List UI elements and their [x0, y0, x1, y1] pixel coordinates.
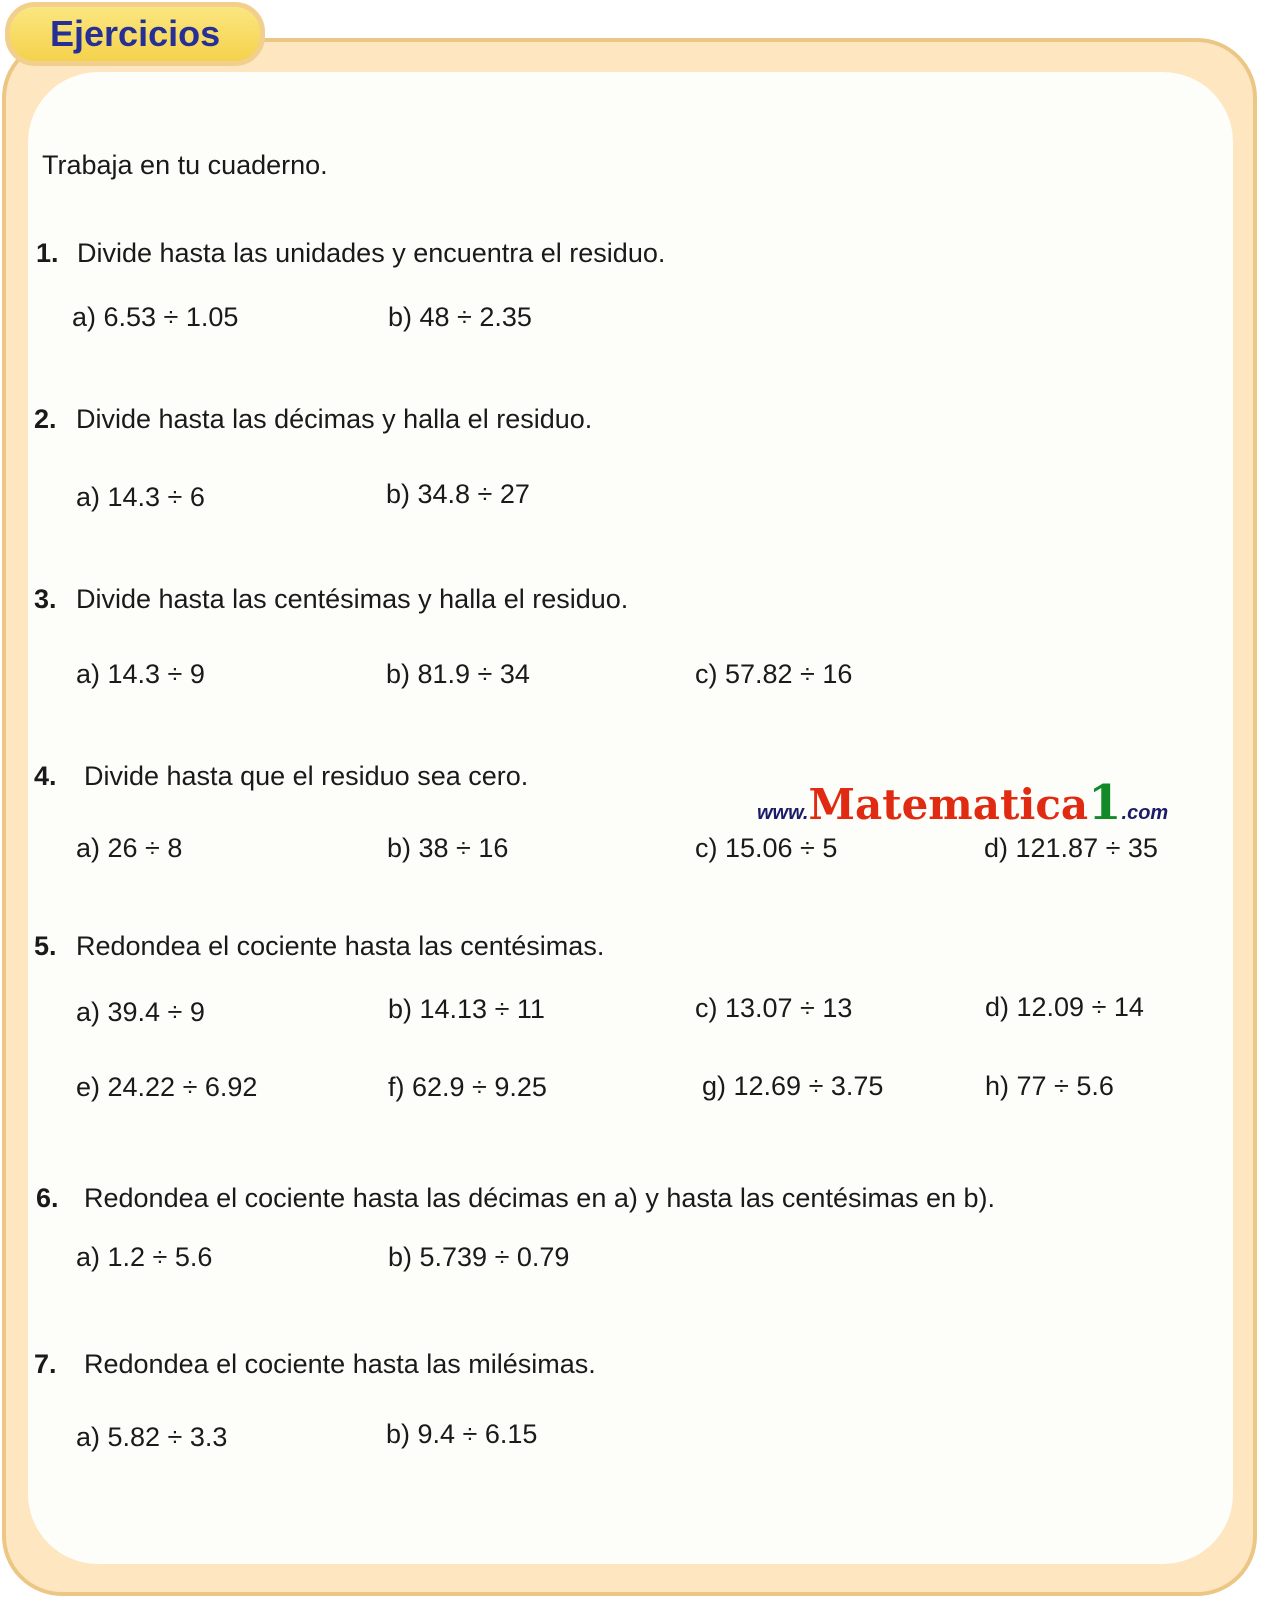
logo-com: .com — [1121, 802, 1169, 824]
exercise-item: c) 15.06 ÷ 5 — [695, 833, 838, 863]
logo-one: 1 — [1088, 775, 1122, 831]
exercise-item: b) 14.13 ÷ 11 — [388, 994, 545, 1024]
exercise-item: c) 57.82 ÷ 16 — [695, 659, 853, 689]
exercise-item: a) 26 ÷ 8 — [76, 833, 183, 863]
intro-text: Trabaja en tu cuaderno. — [42, 150, 328, 180]
exercise-instruction: Divide hasta las décimas y halla el residuo. — [76, 404, 593, 434]
exercise-number: 1. — [36, 238, 59, 268]
exercise-item: a) 5.82 ÷ 3.3 — [76, 1422, 228, 1452]
exercise-instruction: Divide hasta las unidades y encuentra el residuo. — [77, 238, 666, 268]
exercise-number: 4. — [34, 761, 57, 791]
exercise-number: 5. — [34, 931, 57, 961]
site-logo — [757, 775, 1168, 831]
exercise-instruction: Divide hasta las centésimas y halla el residuo. — [76, 584, 629, 614]
exercise-item: e) 24.22 ÷ 6.92 — [76, 1072, 258, 1102]
exercise-instruction: Redondea el cociente hasta las centésimas. — [76, 931, 605, 961]
exercise-item: a) 6.53 ÷ 1.05 — [72, 302, 239, 332]
exercise-item: a) 1.2 ÷ 5.6 — [76, 1242, 213, 1272]
exercise-instruction: Redondea el cociente hasta las milésimas. — [84, 1349, 596, 1379]
logo-name: Matematica — [808, 780, 1089, 829]
exercise-item: a) 39.4 ÷ 9 — [76, 997, 205, 1027]
exercise-item: b) 48 ÷ 2.35 — [388, 302, 532, 332]
exercise-item: b) 81.9 ÷ 34 — [386, 659, 530, 689]
exercise-item: g) 12.69 ÷ 3.75 — [702, 1071, 884, 1101]
exercise-instruction: Redondea el cociente hasta las décimas en a) y hasta las centésimas en b). — [84, 1183, 996, 1213]
exercise-number: 6. — [36, 1183, 59, 1213]
exercise-item: d) 121.87 ÷ 35 — [984, 833, 1158, 863]
title-tab — [5, 2, 265, 66]
exercise-item: b) 38 ÷ 16 — [387, 833, 509, 863]
exercise-number: 7. — [34, 1349, 57, 1379]
exercise-item: a) 14.3 ÷ 9 — [76, 659, 205, 689]
exercise-item: f) 62.9 ÷ 9.25 — [388, 1072, 547, 1102]
exercise-item: b) 5.739 ÷ 0.79 — [388, 1242, 570, 1272]
exercise-item: c) 13.07 ÷ 13 — [695, 993, 853, 1023]
exercise-number: 3. — [34, 584, 57, 614]
logo-www: www. — [757, 802, 809, 824]
exercise-number: 2. — [34, 404, 57, 434]
exercise-item: a) 14.3 ÷ 6 — [76, 482, 205, 512]
exercise-item: d) 12.09 ÷ 14 — [985, 992, 1144, 1022]
exercise-item: h) 77 ÷ 5.6 — [985, 1071, 1114, 1101]
exercise-item: b) 34.8 ÷ 27 — [386, 479, 530, 509]
exercise-item: b) 9.4 ÷ 6.15 — [386, 1419, 538, 1449]
exercise-instruction: Divide hasta que el residuo sea cero. — [84, 761, 529, 791]
page-title: Ejercicios — [50, 13, 221, 54]
